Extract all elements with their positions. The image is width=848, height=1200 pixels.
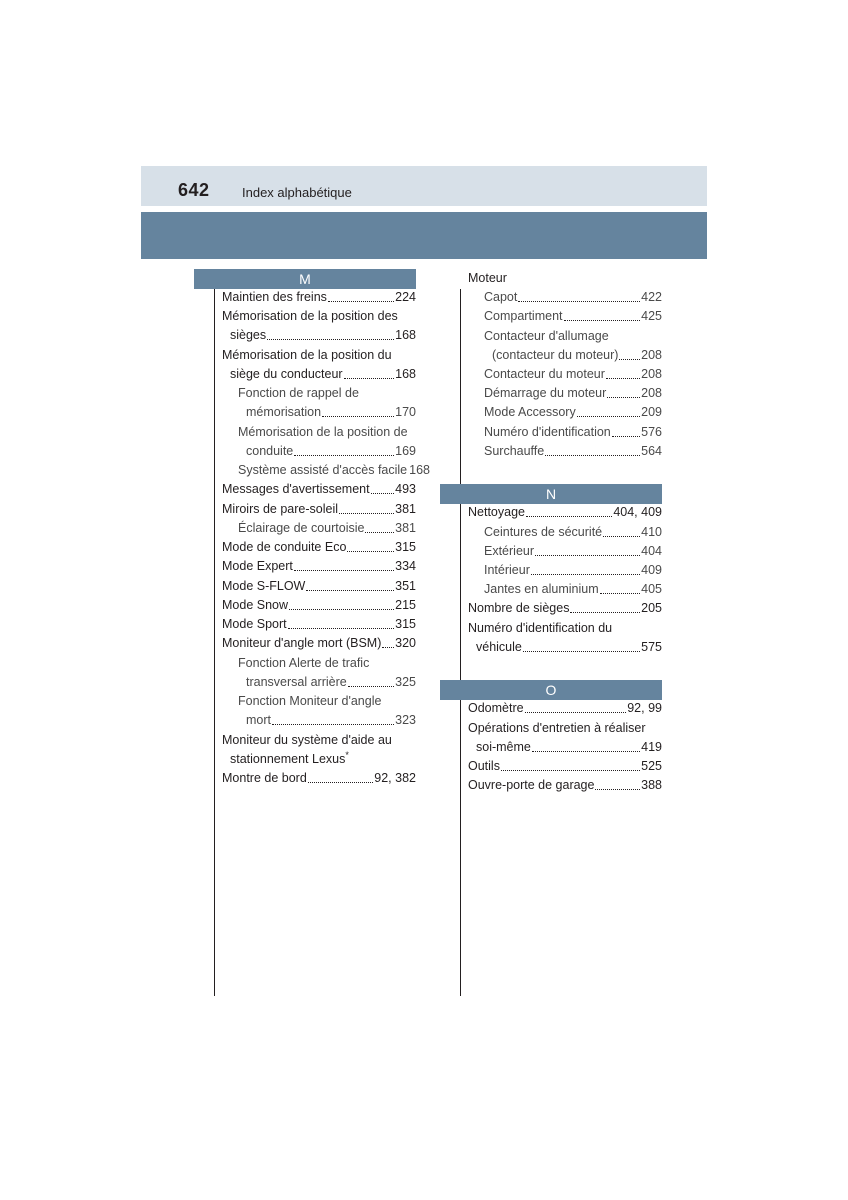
left-entry [238, 654, 416, 673]
dot-leader [526, 503, 612, 517]
left-entry [222, 500, 416, 519]
column-rule-right [460, 289, 461, 996]
entry-text: Messages d'avertissement [222, 482, 370, 496]
dot-leader [607, 384, 640, 398]
left-entry [222, 634, 416, 653]
left-entry [246, 673, 416, 692]
entry-text: Montre de bord [222, 771, 307, 785]
right-entry [484, 580, 662, 599]
right-entry [484, 403, 662, 422]
right-entry [484, 561, 662, 580]
entry-text: Opérations d'entretien à réaliser [468, 721, 646, 735]
entry-text: mémorisation [246, 405, 322, 419]
entry-text: Contacteur du moteur [484, 367, 605, 381]
entry-text: siège du conducteur [230, 367, 343, 381]
dot-leader [288, 615, 395, 629]
entry-page: 168 [395, 367, 416, 381]
right-entry [468, 776, 662, 795]
left-entry [222, 769, 416, 788]
entry-page: 334 [395, 559, 416, 573]
dot-leader [344, 365, 395, 379]
dot-leader [348, 673, 394, 687]
entry-text: Surchauffe [484, 444, 545, 458]
entry-page: 215 [395, 598, 416, 612]
left-entry [222, 577, 416, 596]
left-entry [246, 442, 416, 461]
right-entry [484, 327, 662, 346]
left-entry [222, 731, 416, 750]
entry-text: Numéro d'identification du [468, 621, 613, 635]
right-entry [468, 699, 662, 718]
left-entry [222, 538, 416, 557]
letter-bar-m: M [194, 269, 416, 289]
dot-leader [600, 580, 640, 594]
entry-text: véhicule [476, 640, 522, 654]
entry-page: 325 [395, 675, 416, 689]
entry-text: Ouvre-porte de garage [468, 778, 595, 792]
dot-leader [564, 307, 641, 321]
section-title: Index alphabétique [242, 185, 352, 200]
dot-leader [308, 769, 374, 783]
left-entry [230, 365, 416, 384]
left-entry [222, 346, 416, 365]
dot-leader [595, 776, 640, 790]
right-entry [484, 423, 662, 442]
right-entry [468, 719, 662, 738]
entry-page: 419 [641, 740, 662, 754]
right-entry [484, 542, 662, 561]
entry-page: 564 [641, 444, 662, 458]
entry-text: conduite [246, 444, 294, 458]
entry-text: Maintien des freins [222, 290, 327, 304]
entry-text: Odomètre [468, 701, 524, 715]
entry-text: Nombre de sièges [468, 601, 570, 615]
entry-page: 381 [395, 502, 416, 516]
left-entry [222, 307, 416, 326]
entry-text: Mémorisation de la position du [222, 348, 392, 362]
entry-text: Moniteur d'angle mort (BSM) [222, 636, 382, 650]
right-entry [484, 523, 662, 542]
entry-page: 205 [641, 601, 662, 615]
entry-text: Moniteur du système d'aide au [222, 733, 392, 747]
entry-text: Intérieur [484, 563, 530, 577]
dot-leader [371, 480, 395, 494]
left-entry [238, 461, 430, 480]
entry-text: Mode Snow [222, 598, 289, 612]
dot-leader [577, 403, 640, 417]
dot-leader [570, 599, 640, 613]
letter-bar-n: N [440, 484, 662, 504]
right-entry [484, 365, 662, 384]
left-entry [230, 750, 416, 769]
entry-page: 92, 99 [627, 701, 662, 715]
entry-text: Extérieur [484, 544, 535, 558]
dot-leader [294, 557, 394, 571]
entry-page: 170 [395, 405, 416, 419]
left-entry [230, 326, 416, 345]
dot-leader [306, 577, 394, 591]
right-entry [484, 288, 662, 307]
entry-page: 320 [395, 636, 416, 650]
entry-text: Capot [484, 290, 518, 304]
entry-text: Mode Sport [222, 617, 287, 631]
entry-page: 224 [395, 290, 416, 304]
page-number: 642 [178, 180, 210, 200]
entry-page: 208 [641, 348, 662, 362]
dot-leader [518, 288, 640, 302]
left-entry [238, 423, 416, 442]
right-entry [476, 738, 662, 757]
entry-text: Système assisté d'accès facile [238, 463, 408, 477]
entry-text: Mode de conduite Eco [222, 540, 347, 554]
entry-page: 169 [395, 444, 416, 458]
entry-page: 525 [641, 759, 662, 773]
dot-leader [531, 561, 640, 575]
dot-leader [322, 403, 394, 417]
header-band-dark [141, 212, 707, 259]
entry-text: soi-même [476, 740, 531, 754]
right-entry [468, 757, 662, 776]
right-entry [468, 599, 662, 618]
entry-text: Numéro d'identification [484, 425, 611, 439]
left-entry [222, 557, 416, 576]
column-rule-left [214, 289, 215, 996]
entry-text: Compartiment [484, 309, 563, 323]
dot-leader [272, 711, 394, 725]
entry-text: Moteur [468, 271, 507, 285]
entry-page: 351 [395, 579, 416, 593]
left-entry [246, 711, 416, 730]
entry-text: Mémorisation de la position de [238, 425, 408, 439]
dot-leader [619, 346, 640, 360]
dot-leader [603, 523, 640, 537]
dot-leader [523, 638, 640, 652]
dot-leader [267, 326, 394, 340]
entry-text: sièges [230, 328, 267, 342]
left-entry [238, 519, 416, 538]
footnote-mark: * [345, 749, 349, 760]
dot-leader [606, 365, 640, 379]
entry-text: Jantes en aluminium [484, 582, 599, 596]
entry-text: Fonction Moniteur d'angle [238, 694, 382, 708]
entry-page: 404, 409 [613, 505, 662, 519]
dot-leader [294, 442, 394, 456]
entry-text: (contacteur du moteur) [492, 348, 619, 362]
entry-page: 92, 382 [374, 771, 416, 785]
entry-text: Démarrage du moteur [484, 386, 607, 400]
entry-page: 323 [395, 713, 416, 727]
left-entry [246, 403, 416, 422]
entry-page: 576 [641, 425, 662, 439]
left-entry [222, 615, 416, 634]
entry-page: 168 [395, 328, 416, 342]
entry-text: Ceintures de sécurité [484, 525, 603, 539]
left-entry [222, 288, 416, 307]
entry-page: 409 [641, 563, 662, 577]
dot-leader [347, 538, 394, 552]
entry-page: 404 [641, 544, 662, 558]
dot-leader [612, 423, 640, 437]
entry-page: 493 [395, 482, 416, 496]
right-entry [484, 307, 662, 326]
entry-text: Fonction Alerte de trafic [238, 656, 370, 670]
left-entry [222, 596, 416, 615]
entry-page: 388 [641, 778, 662, 792]
dot-leader [339, 500, 394, 514]
entry-page: 208 [641, 367, 662, 381]
left-entry [222, 480, 416, 499]
left-entry [238, 384, 416, 403]
dot-leader [289, 596, 394, 610]
entry-page: 405 [641, 582, 662, 596]
right-entry [468, 503, 662, 522]
dot-leader [501, 757, 640, 771]
header-band-light [141, 166, 707, 206]
entry-text: Contacteur d'allumage [484, 329, 609, 343]
entry-page: 208 [641, 386, 662, 400]
entry-text: Fonction de rappel de [238, 386, 359, 400]
letter-bar-o: O [440, 680, 662, 700]
entry-page: 168 [409, 463, 430, 477]
entry-text: Outils [468, 759, 500, 773]
entry-text: Nettoyage [468, 505, 525, 519]
entry-page: 209 [641, 405, 662, 419]
entry-text: mort [246, 713, 271, 727]
dot-leader [328, 288, 394, 302]
dot-leader [545, 442, 640, 456]
dot-leader [535, 542, 640, 556]
right-entry [468, 619, 662, 638]
entry-text: Mode Accessory [484, 405, 576, 419]
entry-page: 410 [641, 525, 662, 539]
entry-page: 381 [395, 521, 416, 535]
dot-leader [532, 738, 640, 752]
entry-page: 425 [641, 309, 662, 323]
entry-text: Mode Expert [222, 559, 293, 573]
entry-page: 315 [395, 540, 416, 554]
entry-text: Miroirs de pare-soleil [222, 502, 339, 516]
right-entry [476, 638, 662, 657]
entry-page: 315 [395, 617, 416, 631]
entry-page: 422 [641, 290, 662, 304]
entry-text: Éclairage de courtoisie [238, 521, 365, 535]
entry-text: Mémorisation de la position des [222, 309, 398, 323]
right-entry [484, 442, 662, 461]
entry-text: Mode S-FLOW [222, 579, 306, 593]
right-entry [468, 269, 662, 288]
entry-text: transversal arrière [246, 675, 347, 689]
entry-text: stationnement Lexus* [230, 749, 349, 766]
left-entry [238, 692, 416, 711]
right-entry [484, 384, 662, 403]
right-entry [492, 346, 662, 365]
dot-leader [382, 634, 394, 648]
dot-leader [365, 519, 394, 533]
entry-page: 575 [641, 640, 662, 654]
dot-leader [525, 699, 627, 713]
